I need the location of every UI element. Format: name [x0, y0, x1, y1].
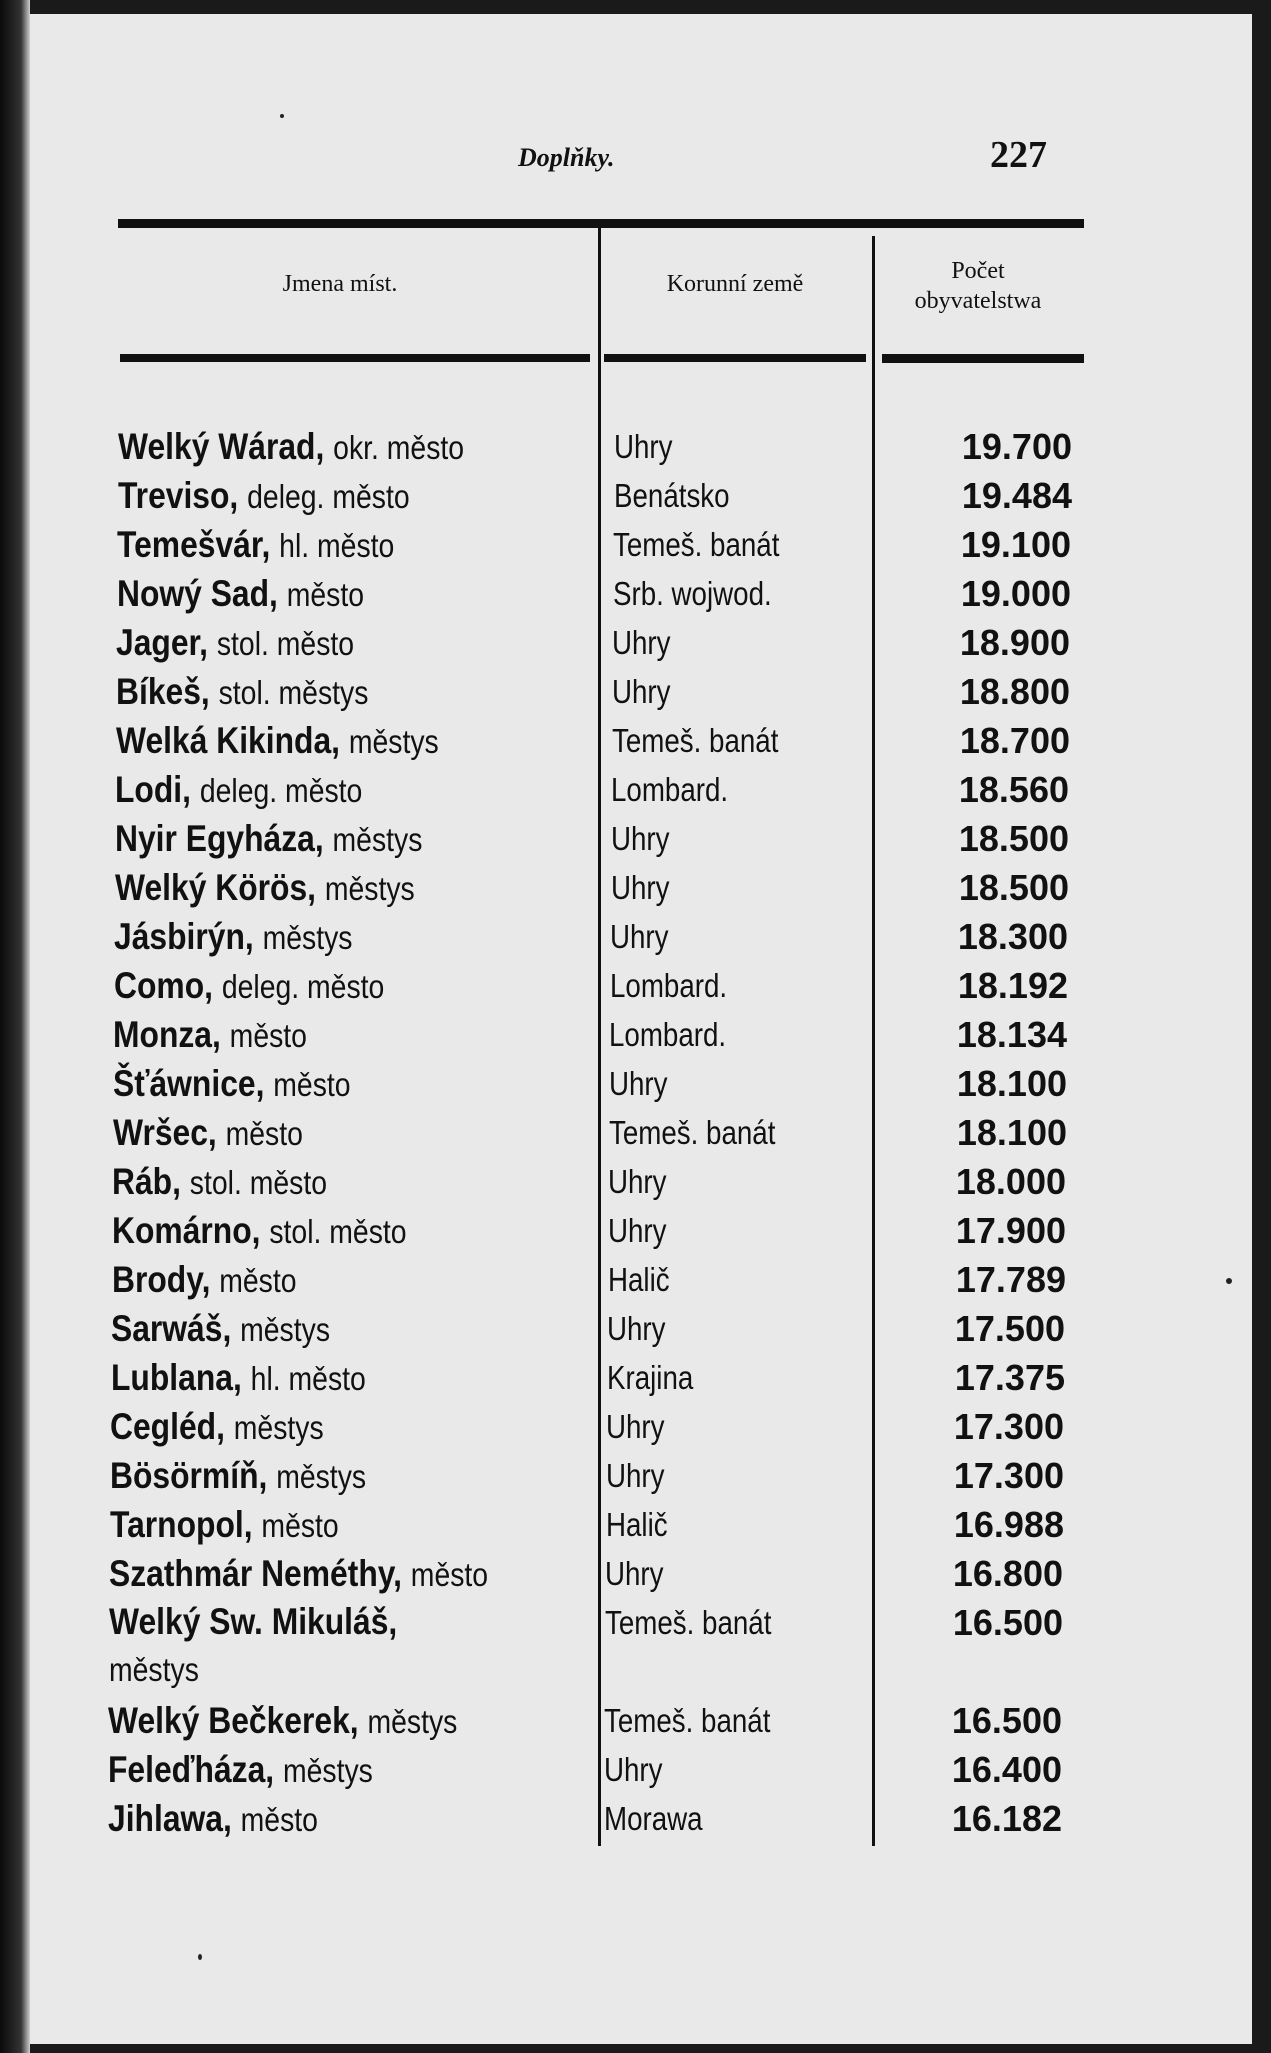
- place-name: Monza,: [113, 1014, 221, 1055]
- crown-land-cell: Lombard.: [610, 967, 728, 1004]
- place-name-cell: [114, 912, 561, 962]
- place-name-cell: [112, 1206, 559, 1256]
- population-cell: 16.988: [953, 1504, 1064, 1545]
- column-header-names: Jmena míst.: [282, 271, 398, 297]
- place-kind: městys: [262, 919, 353, 956]
- place-name-cell: [113, 1010, 560, 1060]
- place-kind: hl. město: [279, 527, 395, 564]
- crown-land-cell: Benátsko: [614, 477, 730, 514]
- table-row: [30, 912, 1252, 961]
- crown-land-cell: Temeš. banát: [609, 1114, 776, 1151]
- crown-land-cell: Uhry: [612, 624, 671, 661]
- place-kind: město: [410, 1556, 489, 1593]
- place-name-cell: [118, 422, 565, 472]
- place-name: Como,: [114, 965, 213, 1006]
- population-cell: 19.000: [960, 573, 1071, 614]
- crown-land-cell: Uhry: [610, 918, 669, 955]
- place-name-cell: [110, 1451, 557, 1501]
- place-kind: stol. město: [189, 1164, 328, 1201]
- table-row: [30, 569, 1252, 618]
- population-cell: 17.300: [953, 1406, 1064, 1447]
- place-name-cell: [117, 520, 564, 570]
- population-cell: 16.182: [951, 1798, 1062, 1839]
- population-cell: 17.375: [954, 1357, 1065, 1398]
- place-name: Nowý Sad,: [117, 573, 278, 614]
- speck: [280, 114, 284, 118]
- header-rule-population: [882, 354, 1084, 363]
- place-name: Sarwáš,: [111, 1308, 232, 1349]
- crown-land-cell: Uhry: [605, 1555, 664, 1592]
- place-name: Tarnopol,: [110, 1504, 253, 1545]
- speck: [198, 1954, 202, 1960]
- table-row: [30, 765, 1252, 814]
- place-name: Temešvár,: [117, 524, 271, 565]
- place-name: Welký Bečkerek,: [108, 1700, 359, 1741]
- place-name-cell: [108, 1745, 555, 1795]
- table-row: [30, 667, 1252, 716]
- place-name: Welký Körös,: [115, 867, 317, 908]
- place-kind: deleg. město: [199, 772, 363, 809]
- place-kind: deleg. město: [247, 478, 410, 515]
- place-kind: město: [286, 576, 365, 613]
- place-name-cell: [110, 1402, 557, 1452]
- population-cell: 18.134: [956, 1014, 1067, 1055]
- table-body: [30, 422, 1252, 1843]
- place-name-cell: [118, 471, 565, 521]
- place-name: Ráb,: [112, 1161, 181, 1202]
- table-row: [30, 1500, 1252, 1549]
- table-row: [30, 1794, 1252, 1843]
- place-kind: městys: [324, 870, 415, 907]
- place-name-cell: [115, 814, 562, 864]
- crown-land-cell: Morawa: [604, 1800, 703, 1837]
- speck: [1226, 1278, 1232, 1284]
- crown-land-cell: Uhry: [609, 1065, 668, 1102]
- place-name: Welká Kikinda,: [116, 720, 341, 761]
- table-row: [30, 520, 1252, 569]
- crown-land-cell: Uhry: [606, 1457, 665, 1494]
- table-row: [30, 1059, 1252, 1108]
- crown-land-cell: Uhry: [611, 820, 670, 857]
- place-name-cell: [109, 1549, 556, 1599]
- place-name-cell: [109, 1598, 487, 1693]
- book-page: [30, 14, 1252, 2044]
- table-row: [30, 1598, 1252, 1696]
- place-name: Jihlawa,: [108, 1798, 232, 1839]
- population-cell: 18.000: [955, 1161, 1066, 1202]
- table-row: [30, 1010, 1252, 1059]
- place-name-cell: [111, 1304, 558, 1354]
- table-row: [30, 961, 1252, 1010]
- table-row: [30, 1157, 1252, 1206]
- population-cell: 18.100: [956, 1112, 1067, 1153]
- place-name: Jager,: [116, 622, 209, 663]
- place-name-cell: [114, 961, 561, 1011]
- place-name: Brody,: [112, 1259, 211, 1300]
- place-name: Lublana,: [111, 1357, 242, 1398]
- place-name: Lodi,: [115, 769, 192, 810]
- place-kind: stol. městys: [218, 674, 369, 711]
- place-kind: městys: [332, 821, 423, 858]
- place-kind: město: [225, 1115, 303, 1152]
- place-kind: městys: [240, 1311, 331, 1348]
- column-header-population: Počet obyvatelstwa: [914, 258, 1042, 314]
- place-name-cell: [108, 1696, 555, 1746]
- crown-land-cell: Temeš. banát: [612, 722, 779, 759]
- population-cell: 18.560: [958, 769, 1069, 810]
- place-name-cell: [116, 618, 563, 668]
- place-name: Bíkeš,: [116, 671, 210, 712]
- place-name-cell: [116, 667, 563, 717]
- top-rule: [118, 219, 1084, 228]
- place-kind: městys: [367, 1703, 458, 1740]
- population-cell: 18.800: [959, 671, 1070, 712]
- place-name-cell: [113, 1108, 560, 1158]
- table-row: [30, 471, 1252, 520]
- place-kind: město: [240, 1801, 318, 1838]
- table-row: [30, 1402, 1252, 1451]
- table-row: [30, 618, 1252, 667]
- place-name-cell: [112, 1255, 559, 1305]
- place-kind: okr. město: [333, 429, 465, 466]
- crown-land-cell: Uhry: [604, 1751, 663, 1788]
- population-cell: 19.700: [961, 426, 1072, 467]
- population-cell: 18.100: [956, 1063, 1067, 1104]
- place-kind: město: [273, 1066, 351, 1103]
- place-name: Cegléd,: [110, 1406, 225, 1447]
- crown-land-cell: Uhry: [608, 1163, 667, 1200]
- population-cell: 19.484: [961, 475, 1072, 516]
- population-cell: 17.900: [955, 1210, 1066, 1251]
- table-row: [30, 1451, 1252, 1500]
- place-name: Nyir Egyháza,: [115, 818, 324, 859]
- place-name-cell: [111, 1353, 558, 1403]
- population-cell: 17.500: [954, 1308, 1065, 1349]
- column-header-land: Korunní země: [666, 271, 804, 297]
- crown-land-cell: Temeš. banát: [605, 1604, 772, 1641]
- table-row: [30, 422, 1252, 471]
- header-rule-land: [604, 354, 866, 362]
- place-kind: deleg. město: [221, 968, 385, 1005]
- place-kind: stol. město: [269, 1213, 407, 1250]
- crown-land-cell: Halič: [606, 1506, 668, 1543]
- crown-land-cell: Srb. wojwod.: [613, 575, 772, 612]
- crown-land-cell: Temeš. banát: [604, 1702, 771, 1739]
- place-name: Jásbirýn,: [114, 916, 254, 957]
- table-row: [30, 1745, 1252, 1794]
- population-cell: 16.500: [952, 1602, 1063, 1643]
- place-kind: hl. město: [250, 1360, 366, 1397]
- place-kind: město: [229, 1017, 307, 1054]
- section-title: Doplňky.: [518, 143, 615, 172]
- place-name: Welký Sw. Mikuláš,: [109, 1601, 398, 1642]
- crown-land-cell: Krajina: [607, 1359, 694, 1396]
- place-kind: městys: [276, 1458, 367, 1495]
- table-row: [30, 716, 1252, 765]
- population-cell: 16.400: [951, 1749, 1062, 1790]
- place-name: Szathmár Neméthy,: [109, 1553, 402, 1594]
- population-cell: 19.100: [960, 524, 1071, 565]
- place-name-cell: [115, 765, 562, 815]
- place-kind: město: [219, 1262, 297, 1299]
- place-name-cell: [117, 569, 564, 619]
- crown-land-cell: Lombard.: [611, 771, 729, 808]
- table-row: [30, 1108, 1252, 1157]
- table-row: [30, 1206, 1252, 1255]
- place-name: Komárno,: [112, 1210, 261, 1251]
- population-cell: 18.300: [957, 916, 1068, 957]
- table-row: [30, 1255, 1252, 1304]
- table-row: [30, 1696, 1252, 1745]
- place-name: Bösörmíň,: [110, 1455, 268, 1496]
- table-row: [30, 1304, 1252, 1353]
- population-cell: 18.192: [957, 965, 1068, 1006]
- population-cell: 16.500: [951, 1700, 1062, 1741]
- place-kind: městys: [348, 723, 439, 760]
- table-row: [30, 1353, 1252, 1402]
- crown-land-cell: Uhry: [612, 673, 671, 710]
- place-name-cell: [116, 716, 563, 766]
- crown-land-cell: Lombard.: [609, 1016, 727, 1053]
- place-name-cell: [112, 1157, 559, 1207]
- place-name: Šťáwnice,: [113, 1063, 265, 1104]
- crown-land-cell: Uhry: [606, 1408, 665, 1445]
- place-name-cell: [110, 1500, 557, 1550]
- crown-land-cell: Uhry: [614, 428, 673, 465]
- place-name-cell: [115, 863, 562, 913]
- crown-land-cell: Halič: [608, 1261, 670, 1298]
- table-row: [30, 1549, 1252, 1598]
- running-head: [30, 134, 1252, 179]
- place-name: Welký Wárad,: [118, 426, 325, 467]
- place-kind: město: [261, 1507, 339, 1544]
- table-row: [30, 814, 1252, 863]
- place-name-cell: [113, 1059, 560, 1109]
- place-kind: stol. město: [216, 625, 355, 662]
- population-cell: 18.900: [959, 622, 1070, 663]
- population-cell: 17.789: [955, 1259, 1066, 1300]
- crown-land-cell: Temeš. banát: [613, 526, 780, 563]
- population-cell: 16.800: [952, 1553, 1063, 1594]
- place-name-cell: [108, 1794, 555, 1844]
- place-name: Feleďháza,: [108, 1749, 275, 1790]
- population-cell: 18.500: [958, 867, 1069, 908]
- population-cell: 18.700: [959, 720, 1070, 761]
- population-cell: 17.300: [953, 1455, 1064, 1496]
- crown-land-cell: Uhry: [608, 1212, 667, 1249]
- page-binding-edge: [0, 0, 30, 2053]
- population-cell: 18.500: [958, 818, 1069, 859]
- crown-land-cell: Uhry: [607, 1310, 666, 1347]
- place-name: Wršec,: [113, 1112, 217, 1153]
- table-row: [30, 863, 1252, 912]
- place-name: Treviso,: [118, 475, 239, 516]
- place-kind: městys: [109, 1651, 199, 1688]
- header-rule-names: [120, 354, 590, 362]
- crown-land-cell: Uhry: [611, 869, 670, 906]
- page-number: 227: [990, 134, 1047, 176]
- place-kind: městys: [282, 1752, 373, 1789]
- place-kind: městys: [233, 1409, 324, 1446]
